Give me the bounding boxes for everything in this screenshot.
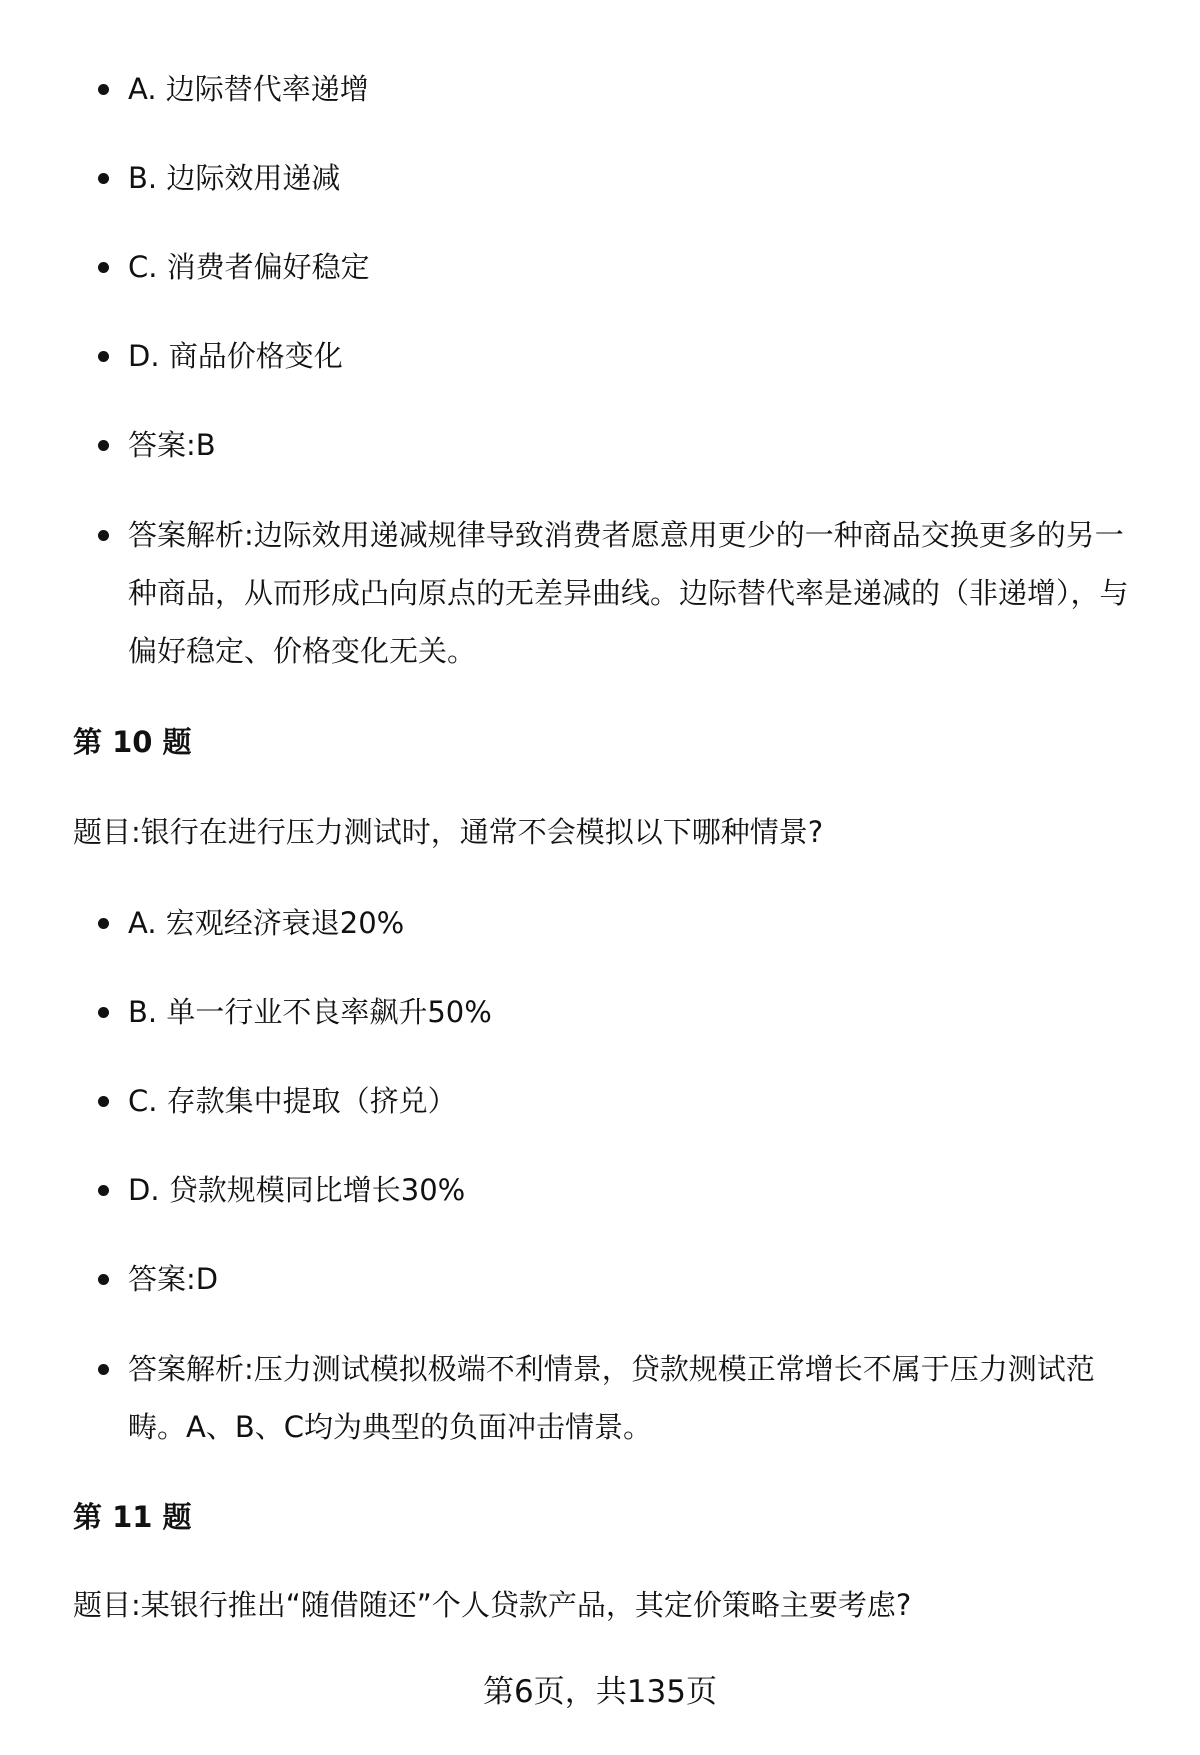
answer-text: 答案:D <box>128 1262 219 1296</box>
option-text: A. 宏观经济衰退20% <box>128 906 405 940</box>
q10-answer <box>128 1250 1148 1308</box>
q11-stem: 题目:某银行推出“随借随还”个人贷款产品，其定价策略主要考虑? <box>73 1588 912 1622</box>
explanation-text: 答案解析:边际效用递减规律导致消费者愿意用更少的一种商品交换更多的另一种商品，从而形成凸向原点的无差异曲线。边际替代率是递减的（非递增），与偏好稳定、价格变化无关。 <box>128 518 1129 668</box>
q9-option-c <box>128 238 1148 296</box>
explanation-text: 答案解析:压力测试模拟极端不利情景，贷款规模正常增长不属于压力测试范畴。A、B、C均为典型的负面冲击情景。 <box>128 1352 1095 1444</box>
q9-answer <box>128 416 1148 474</box>
q11-heading: 第 11 题 <box>73 1500 192 1534</box>
bullet-icon <box>98 262 109 273</box>
q9-option-d <box>128 327 1148 385</box>
bullet-icon <box>98 1274 109 1285</box>
bullet-icon <box>98 351 109 362</box>
bullet-icon <box>98 1096 109 1107</box>
option-text: D. 商品价格变化 <box>128 339 343 373</box>
bullet-icon <box>98 1185 109 1196</box>
bullet-icon <box>98 440 109 451</box>
q10-heading: 第 10 题 <box>73 725 192 759</box>
bullet-icon <box>98 84 109 95</box>
q10-stem: 题目:银行在进行压力测试时，通常不会模拟以下哪种情景? <box>73 815 824 849</box>
bullet-icon <box>98 530 109 541</box>
q10-option-c <box>128 1072 1148 1130</box>
q9-option-a <box>128 60 1148 118</box>
q10-option-d <box>128 1161 1148 1219</box>
bullet-icon <box>98 918 109 929</box>
bullet-icon <box>98 1364 109 1375</box>
q10-option-a <box>128 894 1148 952</box>
bullet-icon <box>98 173 109 184</box>
option-text: B. 边际效用递减 <box>128 161 341 195</box>
option-text: D. 贷款规模同比增长30% <box>128 1173 466 1207</box>
option-text: A. 边际替代率递增 <box>128 72 369 106</box>
q9-explanation <box>128 506 1148 680</box>
q10-option-b <box>128 983 1148 1041</box>
bullet-icon <box>98 1007 109 1018</box>
option-text: C. 消费者偏好稳定 <box>128 250 370 284</box>
answer-text: 答案:B <box>128 428 216 462</box>
q10-explanation <box>128 1340 1148 1456</box>
q9-option-b <box>128 149 1148 207</box>
page-number-footer: 第6页，共135页 <box>483 1674 717 1710</box>
option-text: B. 单一行业不良率飙升50% <box>128 995 492 1029</box>
option-text: C. 存款集中提取（挤兑） <box>128 1084 457 1118</box>
